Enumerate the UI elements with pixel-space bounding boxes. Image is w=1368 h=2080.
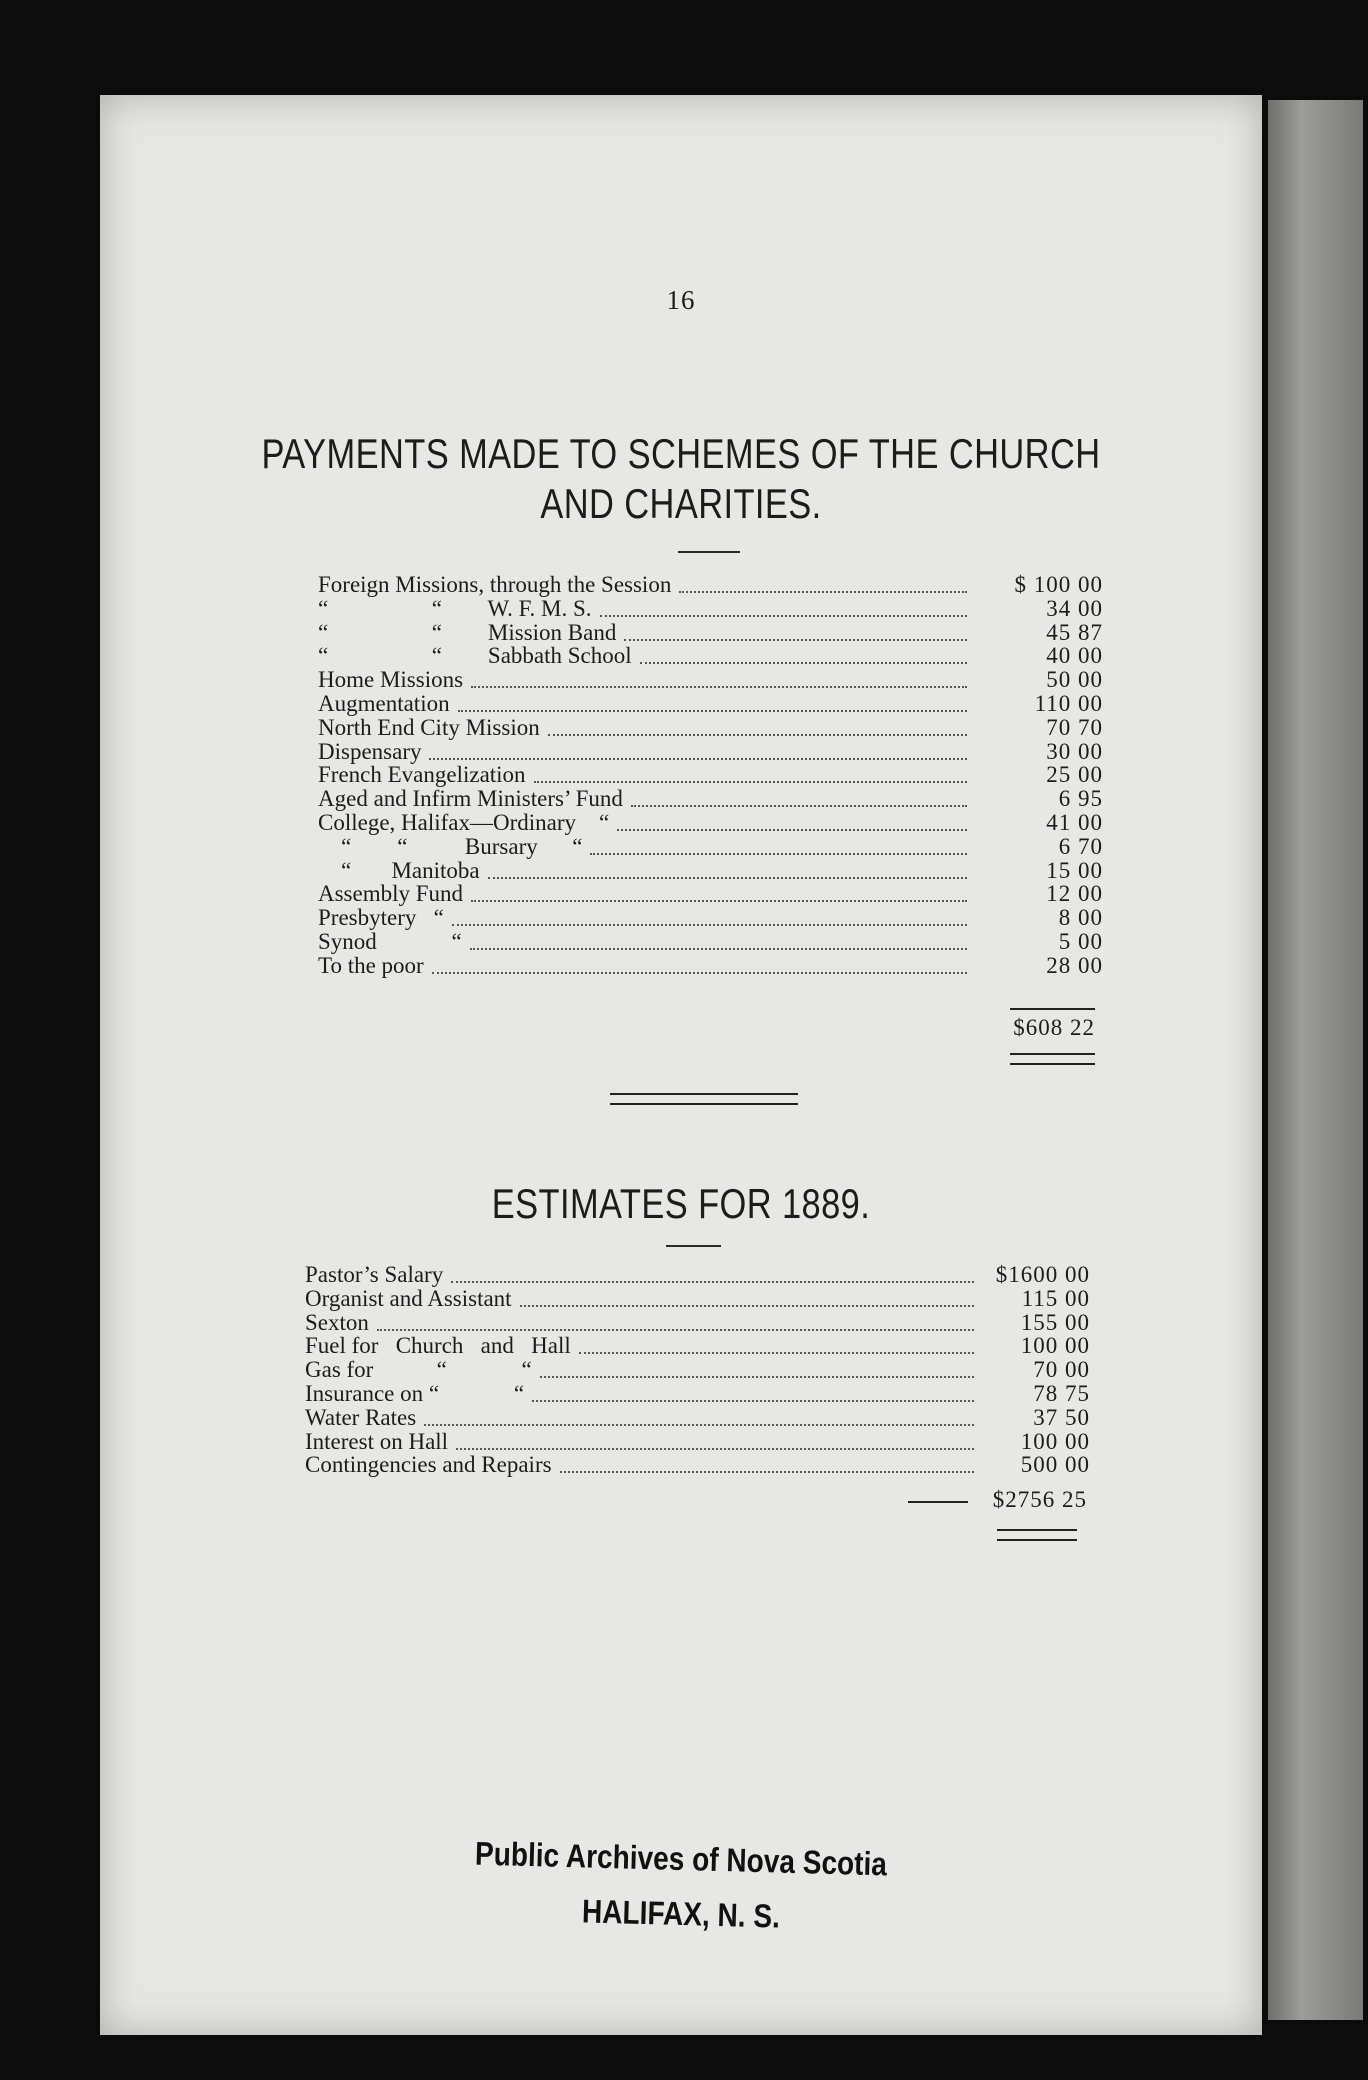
payments-total-double-rule [1010, 1053, 1095, 1065]
payments-row [318, 906, 1103, 930]
payments-row-label: To the poor [318, 952, 424, 978]
estimates-row-label: Sexton [305, 1309, 369, 1335]
leader-dots [451, 1263, 974, 1283]
payments-row [318, 692, 1103, 716]
payments-row [318, 954, 1103, 978]
estimates-row-label: Insurance on “ “ [305, 1380, 525, 1406]
payments-total: $608 22 [1013, 1015, 1095, 1040]
payments-row-label: Assembly Fund [318, 881, 464, 907]
payments-row-label: Augmentation [318, 690, 450, 716]
payments-row-amount: 45 87 [1046, 619, 1103, 645]
payments-row-label: Aged and Infirm Ministers’ Fund [318, 786, 623, 812]
estimates-row-label: Gas for “ “ [305, 1357, 532, 1383]
payments-row [318, 668, 1103, 692]
leader-dots [471, 882, 967, 902]
estimates-row-label: Organist and Assistant [305, 1285, 512, 1311]
section-divider [666, 1245, 721, 1247]
page-number: 16 [666, 285, 696, 315]
payments-row [318, 621, 1103, 645]
payments-row-label: “ Manitoba [318, 857, 480, 883]
payments-row-amount: 40 00 [1046, 643, 1103, 669]
leader-dots [470, 930, 967, 950]
payments-row-amount: $ 100 00 [1014, 572, 1103, 597]
estimates-row-amount: 115 00 [1021, 1285, 1090, 1311]
section-separator-double-rule [610, 1093, 798, 1105]
payments-row-amount: 15 00 [1046, 857, 1103, 883]
payments-row [318, 597, 1103, 621]
leader-dots [679, 573, 967, 593]
estimates-total-double-rule [997, 1529, 1077, 1541]
estimates-row [305, 1430, 1090, 1454]
leader-dots [631, 787, 967, 807]
payments-row-amount: 12 00 [1046, 881, 1103, 907]
payments-row-amount: 41 00 [1046, 809, 1103, 835]
estimates-row-amount: 155 00 [1020, 1309, 1090, 1335]
payments-row-label: Synod “ [318, 928, 462, 954]
payments-row-label: “ “ Bursary “ [318, 833, 583, 859]
leader-dots [432, 954, 967, 974]
document-page [100, 95, 1262, 2035]
payments-row-amount: 6 95 [1058, 786, 1103, 812]
leader-dots [452, 906, 967, 926]
estimates-row-label: Pastor’s Salary [305, 1262, 444, 1287]
payments-row-amount: 30 00 [1046, 738, 1103, 764]
estimates-row-amount: 37 50 [1033, 1404, 1090, 1430]
leader-dots [429, 740, 967, 760]
archive-stamp-line-1: Public Archives of Nova Scotia [474, 1834, 888, 1883]
payments-row-amount: 50 00 [1046, 667, 1103, 693]
estimates-row-label: Interest on Hall [305, 1428, 449, 1454]
leader-dots [456, 1430, 974, 1450]
payments-row-label: College, Halifax—Ordinary “ [318, 809, 610, 835]
leader-dots [532, 1382, 974, 1402]
estimates-row [305, 1382, 1090, 1406]
payments-row [318, 573, 1103, 597]
payments-row [318, 882, 1103, 906]
leader-dots [600, 597, 967, 617]
estimates-row [305, 1334, 1090, 1358]
payments-row-label: “ “ Mission Band [318, 619, 617, 645]
leader-dots [560, 1453, 974, 1473]
payments-row-amount: 28 00 [1046, 952, 1103, 978]
adjacent-page-edge [1268, 100, 1363, 2020]
payments-row-label: “ “ W. F. M. S. [318, 595, 592, 621]
leader-dots [520, 1287, 974, 1307]
estimates-sum-dash [908, 1501, 968, 1503]
estimates-title: ESTIMATES FOR 1889. [491, 1180, 871, 1227]
payments-row-label: Dispensary [318, 738, 422, 764]
payments-row [318, 811, 1103, 835]
section-divider [678, 551, 740, 553]
payments-row-label: Home Missions [318, 667, 464, 693]
payments-title-line-2: AND CHARITIES. [540, 480, 822, 527]
leader-dots [579, 1334, 974, 1354]
payments-row-amount: 8 00 [1058, 905, 1103, 931]
payments-row [318, 859, 1103, 883]
payments-row-amount: 25 00 [1046, 762, 1103, 788]
estimates-row-label: Fuel for Church and Hall [305, 1333, 571, 1359]
leader-dots [624, 621, 967, 641]
leader-dots [590, 835, 967, 855]
estimates-row [305, 1406, 1090, 1430]
estimates-row [305, 1453, 1090, 1477]
leader-dots [471, 668, 967, 688]
leader-dots [617, 811, 967, 831]
payments-row-label: Presbytery “ [318, 905, 444, 931]
leader-dots [377, 1311, 974, 1331]
payments-row-label: Foreign Missions, through the Session [318, 572, 672, 597]
payments-row-label: “ “ Sabbath School [318, 643, 632, 669]
payments-row-amount: 70 70 [1046, 714, 1103, 740]
leader-dots [640, 644, 967, 664]
payments-row [318, 716, 1103, 740]
estimates-ledger [305, 1263, 1090, 1477]
leader-dots [488, 859, 967, 879]
estimates-row-amount: 500 00 [1020, 1452, 1090, 1478]
estimates-row [305, 1263, 1090, 1287]
estimates-row-amount: $1600 00 [995, 1262, 1090, 1287]
payments-row [318, 763, 1103, 787]
payments-row [318, 644, 1103, 668]
payments-row-label: French Evangelization [318, 762, 526, 788]
payments-row [318, 835, 1103, 859]
estimates-row-label: Water Rates [305, 1404, 417, 1430]
leader-dots [534, 763, 967, 783]
estimates-row-amount: 100 00 [1020, 1333, 1090, 1359]
estimates-row-amount: 100 00 [1020, 1428, 1090, 1454]
payments-row-amount: 110 00 [1034, 690, 1103, 716]
leader-dots [458, 692, 967, 712]
estimates-row-amount: 78 75 [1033, 1380, 1090, 1406]
archive-stamp-line-2: HALIFAX, N. S. [581, 1892, 781, 1935]
payments-row [318, 740, 1103, 764]
leader-dots [548, 716, 967, 736]
leader-dots [424, 1406, 974, 1426]
payments-row-amount: 5 00 [1058, 928, 1103, 954]
payments-sum-rule [1010, 1008, 1095, 1010]
payments-ledger [318, 573, 1103, 978]
estimates-row [305, 1311, 1090, 1335]
payments-row-amount: 6 70 [1058, 833, 1103, 859]
estimates-row-amount: 70 00 [1033, 1357, 1090, 1383]
estimates-row [305, 1358, 1090, 1382]
payments-row [318, 930, 1103, 954]
leader-dots [540, 1358, 974, 1378]
payments-row [318, 787, 1103, 811]
payments-row-label: North End City Mission [318, 714, 540, 740]
payments-title-line-1: PAYMENTS MADE TO SCHEMES OF THE CHURCH [261, 430, 1101, 477]
payments-row-amount: 34 00 [1046, 595, 1103, 621]
estimates-row-label: Contingencies and Repairs [305, 1452, 552, 1478]
estimates-total: $2756 25 [992, 1487, 1087, 1512]
estimates-row [305, 1287, 1090, 1311]
